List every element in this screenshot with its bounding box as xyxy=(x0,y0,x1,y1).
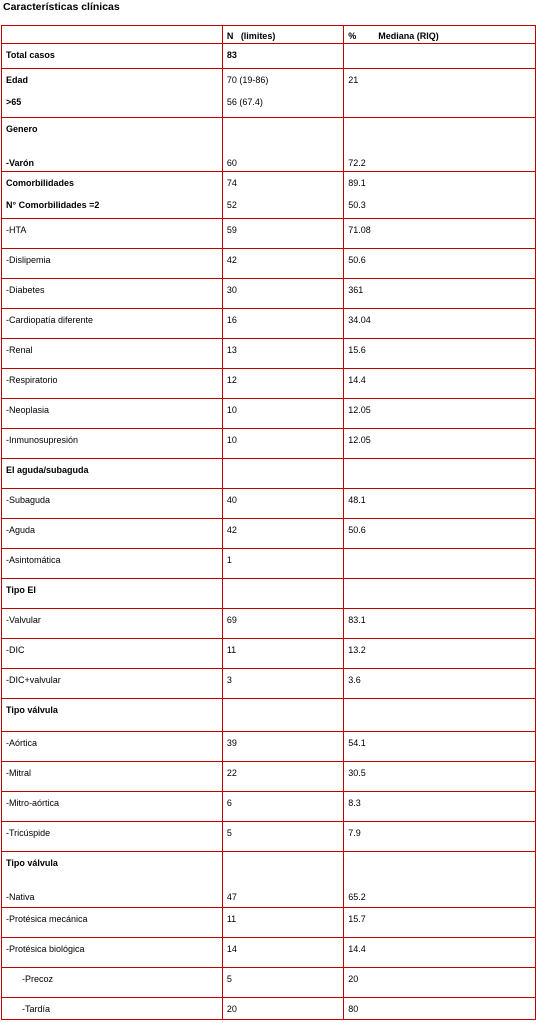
label-text: -Renal xyxy=(6,345,33,355)
table-row-aortica xyxy=(2,732,536,762)
pct-text: 89.1 xyxy=(348,178,366,188)
label-text: -Subaguda xyxy=(6,495,51,505)
n-cell xyxy=(222,459,343,489)
pct-text: 50.6 xyxy=(348,255,366,265)
label-cell xyxy=(2,489,223,519)
pct-text: 12.05 xyxy=(348,435,371,445)
n-text: 56 (67.4) xyxy=(226,97,263,107)
pct-cell xyxy=(344,822,536,852)
table-row-subaguda xyxy=(2,489,536,519)
n-text: 40 xyxy=(226,495,237,505)
n-cell xyxy=(222,369,343,399)
pct-cell xyxy=(344,489,536,519)
n-text: 59 xyxy=(226,225,237,235)
n-cell xyxy=(222,172,343,219)
label-text: -HTA xyxy=(6,225,27,235)
n-cell xyxy=(222,639,343,669)
n-text: 13 xyxy=(226,345,237,355)
label-cell xyxy=(2,429,223,459)
pct-cell xyxy=(344,399,536,429)
label-cell xyxy=(2,998,223,1020)
table-row-mitral xyxy=(2,762,536,792)
label-cell xyxy=(2,669,223,699)
n-text: 16 xyxy=(226,315,237,325)
label-text: -Aórtica xyxy=(6,738,38,748)
pct-text: 20 xyxy=(348,974,359,984)
pct-text: 72.2 xyxy=(348,158,366,168)
pct-text: 21 xyxy=(348,75,359,85)
n-cell xyxy=(222,852,343,908)
n-text: 70 (19-86) xyxy=(226,75,269,85)
label-text: >65 xyxy=(6,97,22,107)
table-row-diabetes xyxy=(2,279,536,309)
label-cell xyxy=(2,699,223,732)
label-text: -DIC xyxy=(6,645,25,655)
n-text xyxy=(227,584,343,596)
n-cell xyxy=(222,669,343,699)
label-cell xyxy=(2,852,223,908)
label-cell xyxy=(2,399,223,429)
label-cell xyxy=(2,762,223,792)
n-cell xyxy=(222,519,343,549)
pct-cell xyxy=(344,118,536,172)
table-row-genero-varon xyxy=(2,118,536,172)
header-median-label: Mediana (RIQ) xyxy=(378,31,439,41)
table-row-valvular xyxy=(2,609,536,639)
header-pct-cell xyxy=(344,26,536,44)
n-text: 10 xyxy=(226,435,237,445)
pct-cell xyxy=(344,369,536,399)
n-cell xyxy=(222,489,343,519)
pct-text xyxy=(348,96,535,108)
header-n-label: N (limites) xyxy=(226,31,276,41)
pct-cell xyxy=(344,852,536,908)
label-cell xyxy=(2,639,223,669)
label-cell xyxy=(2,339,223,369)
n-text: 42 xyxy=(226,255,237,265)
pct-cell xyxy=(344,968,536,998)
table-row-inmunosupresion xyxy=(2,429,536,459)
n-text xyxy=(227,704,343,716)
pct-cell xyxy=(344,938,536,968)
n-text: 20 xyxy=(226,1004,237,1014)
n-cell xyxy=(222,908,343,938)
pct-cell xyxy=(344,309,536,339)
label-cell xyxy=(2,792,223,822)
table-title: Características clínicas xyxy=(3,1,120,13)
table-row-respiratorio xyxy=(2,369,536,399)
label-text: -Protésica biológica xyxy=(6,944,85,954)
table-row-neoplasia xyxy=(2,399,536,429)
pct-text: 14.4 xyxy=(348,375,366,385)
label-text: Tipo EI xyxy=(6,585,36,595)
table-row-mitro-aortica xyxy=(2,792,536,822)
n-cell xyxy=(222,822,343,852)
pct-text: 15.6 xyxy=(348,345,366,355)
pct-text xyxy=(348,584,535,596)
n-text: 5 xyxy=(226,828,232,838)
pct-text xyxy=(348,704,535,716)
pct-text: 65.2 xyxy=(348,892,366,902)
n-text: 42 xyxy=(226,525,237,535)
pct-text: 12.05 xyxy=(348,405,371,415)
pct-cell xyxy=(344,249,536,279)
n-text: 30 xyxy=(226,285,237,295)
label-text: -Protésica mecánica xyxy=(6,914,88,924)
table-row-total-casos xyxy=(2,44,536,69)
n-cell xyxy=(222,762,343,792)
label-cell xyxy=(2,549,223,579)
pct-text: 34.04 xyxy=(348,315,371,325)
label-text: Tipo válvula xyxy=(6,858,58,868)
label-cell xyxy=(2,822,223,852)
label-cell xyxy=(2,172,223,219)
n-text xyxy=(227,123,343,135)
table-row-tardia xyxy=(2,998,536,1020)
label-text: Tipo válvula xyxy=(6,705,58,715)
label-text: Genero xyxy=(6,124,38,134)
pct-text xyxy=(348,464,535,476)
table-row-protesica-mecanica xyxy=(2,908,536,938)
label-cell xyxy=(2,519,223,549)
label-cell xyxy=(2,732,223,762)
n-cell xyxy=(222,429,343,459)
n-text: 5 xyxy=(226,974,232,984)
label-cell xyxy=(2,968,223,998)
pct-cell xyxy=(344,429,536,459)
label-text: -Tricúspide xyxy=(6,828,51,838)
n-text xyxy=(227,464,343,476)
pct-text xyxy=(348,554,535,566)
pct-cell xyxy=(344,609,536,639)
table-row-renal xyxy=(2,339,536,369)
label-text: -Dislipemia xyxy=(6,255,51,265)
pct-text: 83.1 xyxy=(348,615,366,625)
pct-cell xyxy=(344,998,536,1020)
table-row-cardiopatia-diferente xyxy=(2,309,536,339)
pct-text: 361 xyxy=(348,285,364,295)
label-text: -Aguda xyxy=(6,525,36,535)
table-row-edad-65 xyxy=(2,69,536,118)
pct-cell xyxy=(344,219,536,249)
n-text: 3 xyxy=(226,675,232,685)
n-text: 39 xyxy=(226,738,237,748)
n-text: 74 xyxy=(226,178,237,188)
table-row-dic-valvular xyxy=(2,669,536,699)
n-text xyxy=(227,857,343,869)
n-cell xyxy=(222,938,343,968)
pct-cell xyxy=(344,908,536,938)
n-cell xyxy=(222,118,343,172)
n-cell xyxy=(222,968,343,998)
label-text: -Mitro-aórtica xyxy=(6,798,60,808)
n-cell xyxy=(222,699,343,732)
n-text: 22 xyxy=(226,768,237,778)
label-text: -Tardía xyxy=(22,1004,51,1014)
pct-text: 48.1 xyxy=(348,495,366,505)
label-text: Comorbilidades xyxy=(6,178,75,188)
header-n-cell xyxy=(222,26,343,44)
label-cell xyxy=(2,118,223,172)
table-body xyxy=(2,26,536,1020)
table-row-hta xyxy=(2,219,536,249)
label-cell xyxy=(2,579,223,609)
table-row-dislipemia xyxy=(2,249,536,279)
pct-text: 3.6 xyxy=(348,675,361,685)
n-text: 10 xyxy=(226,405,237,415)
pct-text: 50.6 xyxy=(348,525,366,535)
table-row-tipo-ei xyxy=(2,579,536,609)
n-cell xyxy=(222,399,343,429)
pct-cell xyxy=(344,459,536,489)
label-cell xyxy=(2,369,223,399)
n-cell xyxy=(222,279,343,309)
label-cell xyxy=(2,219,223,249)
n-cell xyxy=(222,579,343,609)
pct-text: 54.1 xyxy=(348,738,366,748)
label-text: -Respiratorio xyxy=(6,375,58,385)
label-cell xyxy=(2,459,223,489)
table-row-comorbilidades-n-comorbilidades-2 xyxy=(2,172,536,219)
pct-text: 50.3 xyxy=(348,200,366,210)
label-cell xyxy=(2,44,223,69)
n-cell xyxy=(222,339,343,369)
label-text: -Precoz xyxy=(22,974,54,984)
label-text: -DIC+valvular xyxy=(6,675,61,685)
label-cell xyxy=(2,309,223,339)
label-text: Total casos xyxy=(6,50,55,60)
table-row-tipo-valvula xyxy=(2,699,536,732)
n-text: 11 xyxy=(226,645,237,655)
pct-cell xyxy=(344,639,536,669)
pct-cell xyxy=(344,792,536,822)
header-pct-label: % xyxy=(348,31,357,41)
n-cell xyxy=(222,219,343,249)
pct-cell xyxy=(344,69,536,118)
table-row-aguda xyxy=(2,519,536,549)
pct-text: 7.9 xyxy=(348,828,361,838)
pct-text xyxy=(348,857,535,869)
pct-text: 14.4 xyxy=(348,944,366,954)
label-cell xyxy=(2,69,223,118)
label-text: -Diabetes xyxy=(6,285,45,295)
pct-cell xyxy=(344,699,536,732)
table-row-tricuspide xyxy=(2,822,536,852)
label-text: -Valvular xyxy=(6,615,41,625)
pct-cell xyxy=(344,519,536,549)
label-text: -Inmunosupresión xyxy=(6,435,79,445)
label-text: -Asintomática xyxy=(6,555,61,565)
label-text: -Nativa xyxy=(6,892,35,902)
header-empty-cell xyxy=(2,26,223,44)
pct-text: 30.5 xyxy=(348,768,366,778)
label-cell xyxy=(2,609,223,639)
pct-text: 80 xyxy=(348,1004,359,1014)
pct-cell xyxy=(344,172,536,219)
n-cell xyxy=(222,249,343,279)
n-text: 69 xyxy=(226,615,237,625)
n-cell xyxy=(222,732,343,762)
n-text: 11 xyxy=(226,914,237,924)
n-cell xyxy=(222,998,343,1020)
n-text: 12 xyxy=(226,375,237,385)
pct-cell xyxy=(344,762,536,792)
label-text: -Mitral xyxy=(6,768,31,778)
label-cell xyxy=(2,938,223,968)
n-text: 1 xyxy=(226,555,232,565)
label-text: -Neoplasia xyxy=(6,405,50,415)
label-cell xyxy=(2,249,223,279)
table-row-asintomatica xyxy=(2,549,536,579)
label-text: EI aguda/subaguda xyxy=(6,465,89,475)
pct-cell xyxy=(344,279,536,309)
table-row-ei-aguda-subaguda xyxy=(2,459,536,489)
n-text: 60 xyxy=(226,158,237,168)
table-row-protesica-biologica xyxy=(2,938,536,968)
n-cell xyxy=(222,69,343,118)
n-cell xyxy=(222,609,343,639)
table-row-dic xyxy=(2,639,536,669)
clinical-characteristics-table xyxy=(1,25,536,1020)
pct-text: 13.2 xyxy=(348,645,366,655)
pct-text xyxy=(348,123,535,135)
label-text: Edad xyxy=(6,75,29,85)
pct-cell xyxy=(344,669,536,699)
n-text: 6 xyxy=(226,798,232,808)
label-text: -Varón xyxy=(6,158,35,168)
label-cell xyxy=(2,908,223,938)
label-text: -Cardiopatía diferente xyxy=(6,315,94,325)
table-row-tipo-valvula-nativa xyxy=(2,852,536,908)
label-cell xyxy=(2,279,223,309)
n-cell xyxy=(222,44,343,69)
pct-cell xyxy=(344,579,536,609)
label-text: N° Comorbilidades =2 xyxy=(6,200,100,210)
n-cell xyxy=(222,792,343,822)
pct-cell xyxy=(344,549,536,579)
pct-cell xyxy=(344,44,536,69)
table-header-row xyxy=(2,26,536,44)
n-text: 14 xyxy=(226,944,237,954)
pct-text: 71.08 xyxy=(348,225,371,235)
n-text: 83 xyxy=(226,50,237,60)
n-cell xyxy=(222,549,343,579)
pct-cell xyxy=(344,339,536,369)
n-text: 52 xyxy=(226,200,237,210)
pct-text: 8.3 xyxy=(348,798,361,808)
table-row-precoz xyxy=(2,968,536,998)
n-text: 47 xyxy=(226,892,237,902)
pct-text xyxy=(348,49,535,61)
pct-cell xyxy=(344,732,536,762)
pct-text: 15.7 xyxy=(348,914,366,924)
n-cell xyxy=(222,309,343,339)
